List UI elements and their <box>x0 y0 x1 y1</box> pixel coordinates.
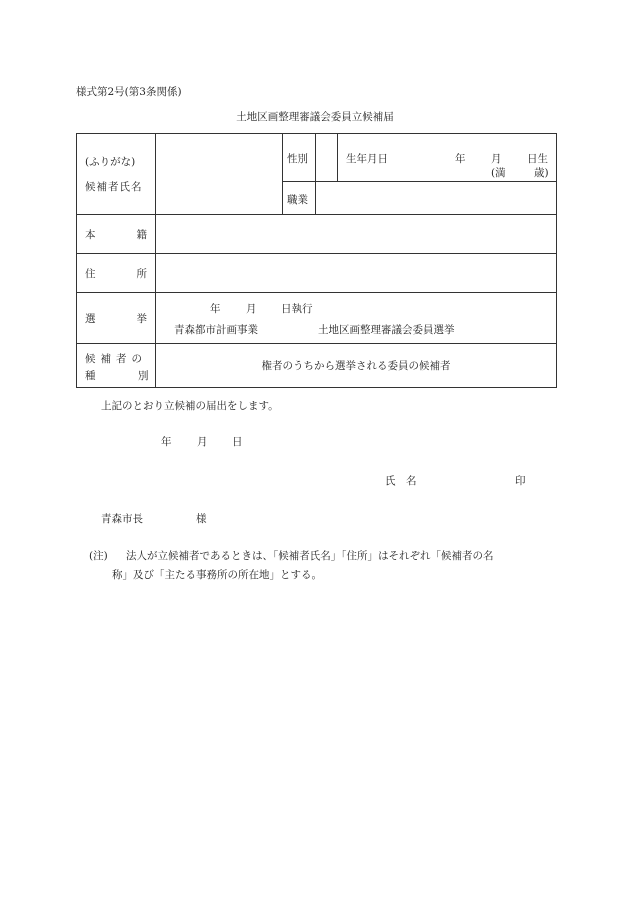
honseki-label-1: 本 <box>85 228 96 241</box>
occupation-field[interactable] <box>316 182 557 215</box>
form-number: 様式第2号(第3条関係) <box>76 86 182 98</box>
addressee: 青森市長 <box>101 513 143 525</box>
election-name: 土地区画整理審議会委員選挙 <box>318 324 455 336</box>
birthdate-year: 年 <box>455 153 466 165</box>
date-month: 月 <box>197 436 208 448</box>
honseki-field[interactable] <box>156 215 557 254</box>
furigana-label: (ふりがな) <box>85 156 136 168</box>
address-label-2: 所 <box>136 267 147 280</box>
election-day: 日執行 <box>281 303 313 315</box>
address-field[interactable] <box>156 254 557 293</box>
birthdate-label: 生年月日 <box>346 153 388 165</box>
occupation-label-cell <box>283 182 316 215</box>
election-year: 年 <box>210 303 221 315</box>
note-line-2: 称」及び「主たる事務所の所在地」とする。 <box>112 569 322 581</box>
age-open: (満 <box>491 167 506 179</box>
date-day: 日 <box>232 436 243 448</box>
applicant-name-label-2: 名 <box>406 475 417 487</box>
birthdate-month: 月 <box>491 153 502 165</box>
candidate-form-table <box>76 133 557 388</box>
address-label-cell <box>77 254 156 293</box>
candidate-type-value: 権者のうちから選挙される委員の候補者 <box>261 360 451 372</box>
form-title: 土地区画整理審議会委員立候補届 <box>236 111 394 123</box>
date-year: 年 <box>161 436 172 448</box>
honseki-label-2: 籍 <box>136 228 147 241</box>
sex-label: 性別 <box>287 153 308 165</box>
note-line-1: 法人が立候補者であるときは、「候補者氏名」「住所」はそれぞれ「候補者の名 <box>126 550 494 562</box>
sex-field[interactable] <box>316 134 338 182</box>
note-marker: (注) <box>89 550 108 562</box>
address-label-1: 住 <box>85 267 96 280</box>
declaration-text: 上記のとおり立候補の届出をします。 <box>101 400 279 412</box>
election-label-2: 挙 <box>136 312 147 325</box>
sex-label-cell <box>283 134 316 182</box>
election-field[interactable] <box>156 293 557 344</box>
birthdate-day: 日生 <box>527 153 548 165</box>
candidate-name-label: 候補者氏名 <box>85 181 143 193</box>
age-close: 歳) <box>534 167 549 179</box>
applicant-name-label-1: 氏 <box>385 475 396 487</box>
honseki-label-cell <box>77 215 156 254</box>
birthdate-cell[interactable] <box>338 134 557 182</box>
seal-mark: 印 <box>515 475 526 487</box>
election-project: 青森都市計画事業 <box>174 324 258 336</box>
candidate-type-label-cell <box>77 344 156 388</box>
candidate-type-label-2a: 種 <box>85 370 96 382</box>
candidate-type-label-2b: 別 <box>138 370 149 382</box>
election-label-1: 選 <box>85 312 96 325</box>
occupation-label: 職業 <box>287 194 308 206</box>
candidate-name-field[interactable] <box>156 134 283 215</box>
election-month: 月 <box>246 303 257 315</box>
candidate-type-field[interactable] <box>156 344 557 388</box>
candidate-type-label-1: 候補者の <box>85 353 147 365</box>
election-label-cell <box>77 293 156 344</box>
candidate-name-label-cell <box>77 134 156 215</box>
addressee-honorific: 様 <box>196 513 207 525</box>
